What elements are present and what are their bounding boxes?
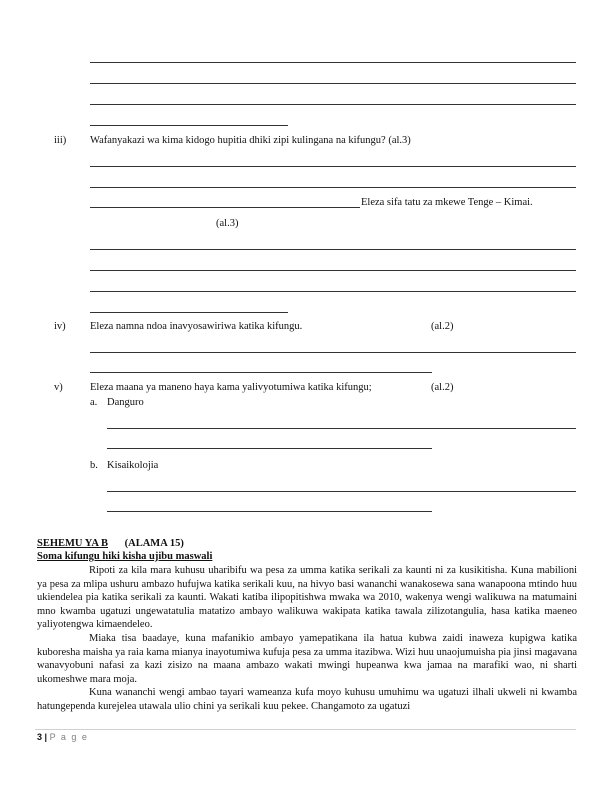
answer-line[interactable] [107, 448, 432, 449]
section-instruction: Soma kifungu hiki kisha ujibu maswali [37, 551, 213, 562]
page-footer [37, 732, 88, 742]
page-number: 3 [37, 732, 43, 742]
answer-line[interactable] [90, 166, 576, 167]
answer-line[interactable] [90, 372, 432, 373]
answer-line[interactable] [107, 511, 432, 512]
section-title [37, 537, 184, 550]
answer-line[interactable] [90, 104, 576, 105]
answer-line[interactable] [107, 428, 576, 429]
question-text: Eleza namna ndoa inavyosawiriwa katika kifungu. [90, 321, 303, 332]
subitem-word: Danguro [107, 397, 144, 408]
footer-divider [35, 729, 576, 730]
question-number: iii) [54, 135, 67, 146]
answer-line[interactable] [90, 249, 576, 250]
section-marks: (ALAMA 15) [124, 538, 184, 549]
answer-line[interactable] [90, 83, 576, 84]
answer-line[interactable] [90, 270, 576, 271]
section-title-text: SEHEMU YA B [37, 538, 108, 549]
passage [37, 564, 577, 714]
subitem-word: Kisaikolojia [107, 460, 159, 471]
subitem-label: b. [90, 460, 98, 471]
answer-line[interactable] [90, 352, 576, 353]
question-number: v) [54, 382, 63, 393]
followup-marks: (al.3) [216, 218, 239, 229]
question-marks: (al.2) [431, 321, 454, 332]
passage-paragraph: Ripoti za kila mara kuhusu uharibifu wa pesa za umma katika serikali za kaunti ni za kusikitisha. Kuna mabilioni ya pesa za mlipa ushuru ambazo hufujwa katika serikali kuu, na hivyo basi wananchi wanakosewa sana wanapoona mtindo huu ukiendelea pia katika serikali za kaunti. Wakati katiba ilipopitishwa mwaka wa 2010, wakenya wengi walikuwa na matumaini mno kwamba ugatuzi ungewatatulia matatizo ambayo walikuwa wakipata katika tawala zilizotangulia, hasa katika maeneo yaliyotengwa kimaendeleo. [37, 565, 577, 631]
answer-line[interactable] [90, 62, 576, 63]
answer-line[interactable] [107, 491, 576, 492]
answer-line[interactable] [90, 125, 288, 126]
followup-question-text: Eleza sifa tatu za mkewe Tenge – Kimai. [361, 197, 533, 208]
question-text: Wafanyakazi wa kima kidogo hupitia dhiki zipi kulingana na kifungu? (al.3) [90, 135, 411, 146]
subitem-label: a. [90, 397, 98, 408]
footer-separator: | [44, 732, 48, 742]
page-label: P a g e [49, 732, 89, 742]
passage-paragraph: Kuna wananchi wengi ambao tayari wameanza kufa moyo kuhusu umuhimu wa ugatuzi ilhali ukweli ni kwamba hatungependa kurejelea utawala ulio chini ya serikali kuu pekee. Changamoto za ugatuzi [37, 687, 577, 712]
question-number: iv) [54, 321, 66, 332]
passage-paragraph: Miaka tisa baadaye, kuna mafanikio ambayo yamepatikana ila hatua kubwa zaidi inaweza kupigwa katika kuboresha maisha ya raia kama mianya inayotumiwa kufuja pesa za umma itazibwa. Wizi huu unaojumuisha pia jinsi magavana wanavyobuni nafasi za kazi zisizo na maana ambazo wakati mwingi hupeanwa kwa jamaa na marafiki wao, ni sharti ukomeshwe mara moja. [37, 632, 577, 685]
answer-line[interactable] [90, 291, 576, 292]
question-text: Eleza maana ya maneno haya kama yalivyotumiwa katika kifungu; [90, 382, 372, 393]
question-marks: (al.2) [431, 382, 454, 393]
answer-line[interactable] [90, 187, 576, 188]
answer-line[interactable] [90, 312, 288, 313]
answer-line[interactable] [90, 207, 360, 208]
